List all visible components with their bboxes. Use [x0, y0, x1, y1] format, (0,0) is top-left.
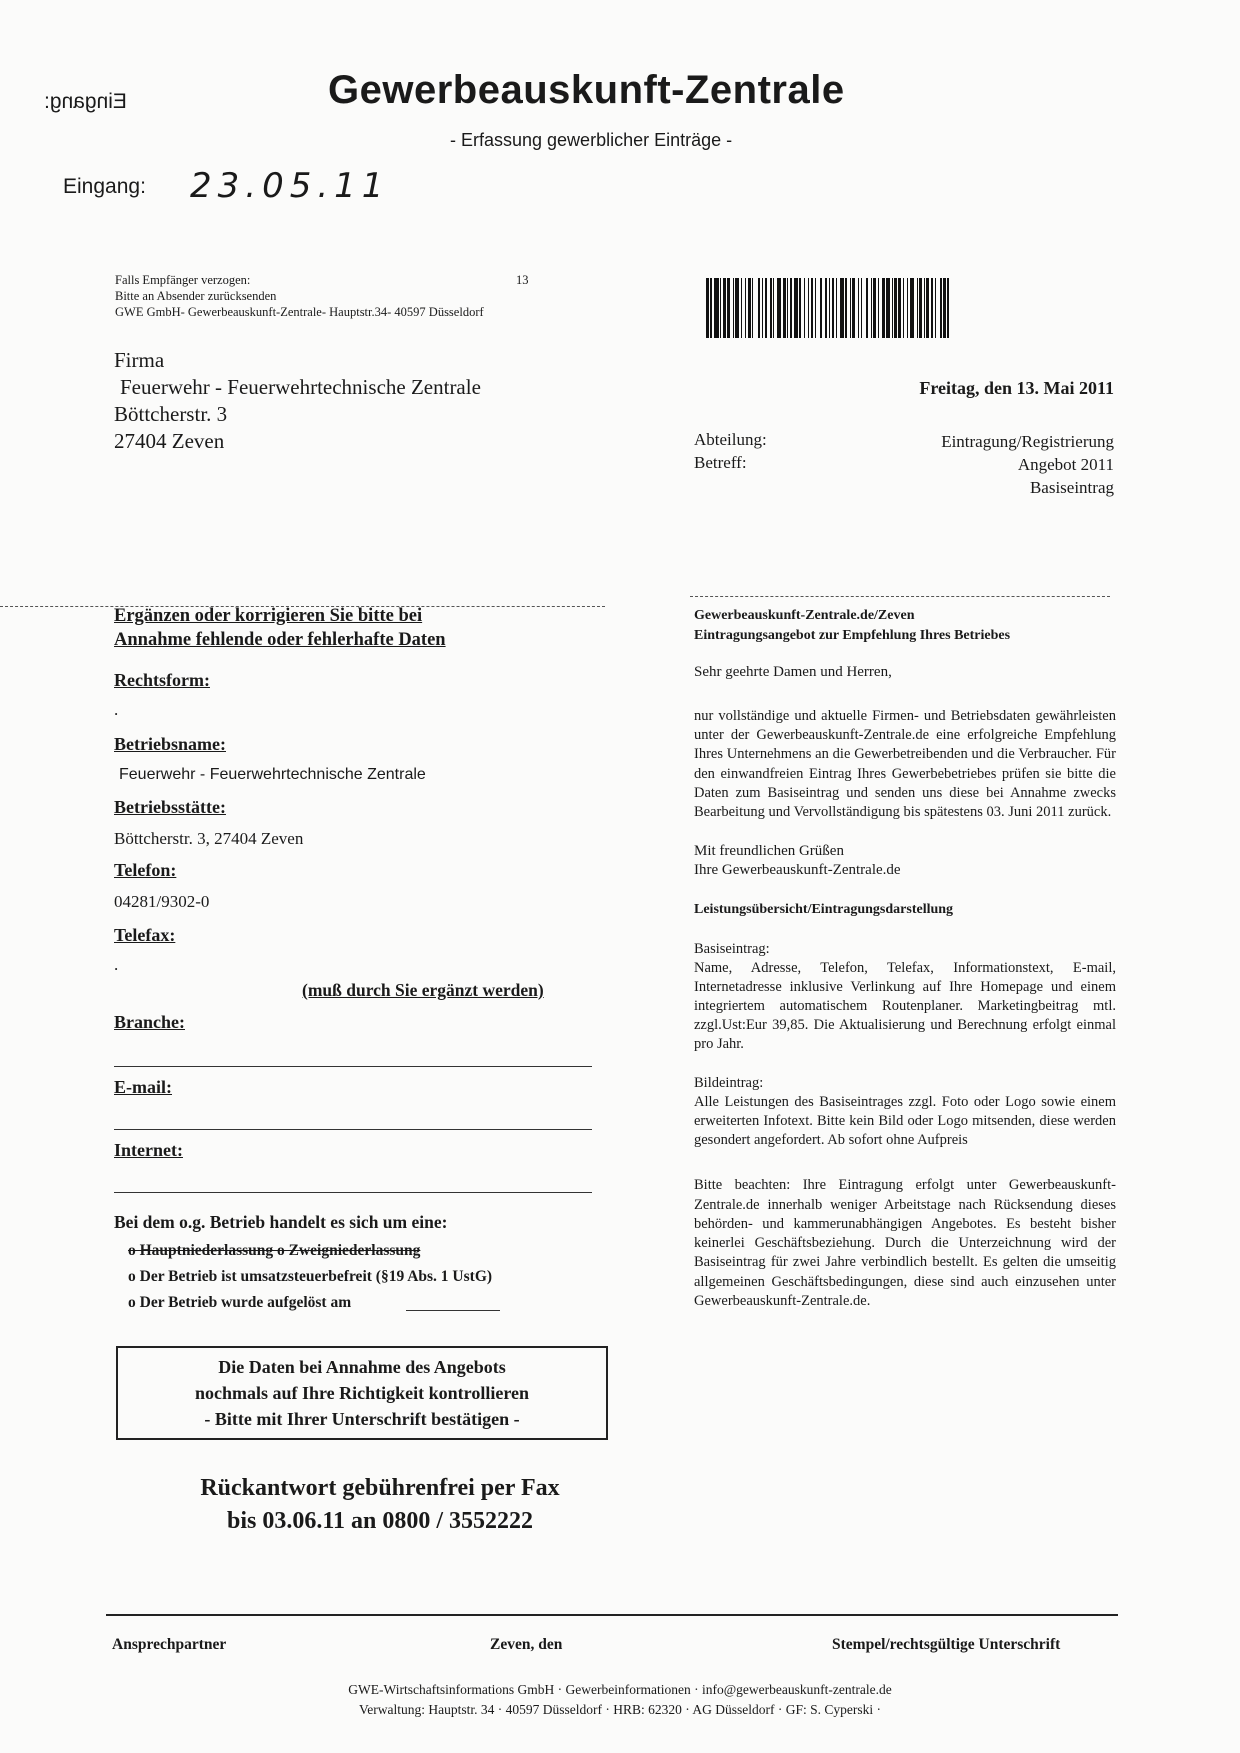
return-address-line: Bitte an Absender zurücksenden	[115, 289, 277, 303]
bild-label: Bildeintrag:	[694, 1075, 764, 1092]
barcode	[706, 278, 1090, 338]
basis-label: Basiseintrag:	[694, 941, 770, 958]
confirmation-box-line: - Bitte mit Ihrer Unterschrift bestätigen -	[204, 1409, 520, 1429]
betriebsstaette-label: Betriebsstätte:	[114, 797, 226, 817]
fax-reply-line: bis 03.06.11 an 0800 / 3552222	[226, 1508, 534, 1534]
must-complete-note: (muß durch Sie ergänzt werden)	[302, 980, 544, 1000]
section-divider	[690, 596, 1110, 597]
option-umsatzsteuerbefreit[interactable]: o Der Betrieb ist umsatzsteuerbefreit (§19 Abs. 1 UstG)	[128, 1268, 493, 1285]
form-heading-line: Ergänzen oder korrigieren Sie bitte bei	[114, 606, 423, 626]
rechtsform-label: Rechtsform:	[114, 670, 210, 690]
contact-label: Ansprechpartner	[112, 1636, 227, 1653]
stamp-label: Stempel/rechtsgültige Unterschrift	[832, 1636, 1061, 1653]
return-address-line: Falls Empfänger verzogen:	[115, 273, 251, 287]
offer-paragraph: nur vollständige und aktuelle Firmen- und Betriebsdaten gewährleisten unter der Gewerbeauskunft-Zentrale.de eine erfolgreiche Empfehlung Ihres Unternehmens an die Gewerbetreibenden und die Verbraucher. Für den einwandfreien Eintrag Ihres Gewerbebetriebes prüfen sie bitte die Daten zum Basiseintrag und senden uns diese bei Annahme zwecks Bearbeitung und Vervollständigung bis spätestens 03. Juni 2011 zurück.	[694, 708, 1116, 821]
page-subtitle: - Erfassung gewerblicher Einträge -	[450, 130, 733, 150]
confirmation-box-line: nochmals auf Ihre Richtigkeit kontrollieren	[194, 1383, 529, 1403]
betreff-label: Betreff:	[694, 453, 747, 472]
email-label: E-mail:	[114, 1077, 172, 1097]
offer-heading: Gewerbeauskunft-Zentrale.de/Zeven	[694, 608, 915, 623]
abteilung-label: Abteilung:	[694, 430, 767, 449]
aufgeloest-date-line[interactable]	[406, 1310, 500, 1311]
offer-note: Bitte beachten: Ihre Eintragung erfolgt unter Gewerbeauskunft-Zentrale.de innerhalb weniger Arbeitstage nach Rücksendung dieses behörden- und kammerunabhängigen Angebotes. Es besteht bisher keinerlei Geschäftsbeziehung. Durch die Unterzeichnung wird der Basiseintrag für zwei Jahre verbindlich bestellt. Es gelten die umseitig allgemeinen Geschäftsbedingungen, diese sind auch einzusehen unter Gewerbeauskunft-Zentrale.de.	[694, 1177, 1116, 1309]
betriebsname-label: Betriebsname:	[114, 734, 226, 754]
letter-date: Freitag, den 13. Mai 2011	[919, 378, 1114, 398]
place-label: Zeven, den	[490, 1636, 563, 1653]
confirmation-box-line: Die Daten bei Annahme des Angebots	[218, 1357, 506, 1377]
option-aufgeloest[interactable]: o Der Betrieb wurde aufgelöst am	[128, 1294, 352, 1311]
footer	[0, 1680, 1240, 1720]
abteilung-value	[941, 430, 1114, 499]
offer-signature: Ihre Gewerbeauskunft-Zentrale.de	[694, 862, 901, 879]
return-address-line: GWE GmbH- Gewerbeauskunft-Zentrale- Hauptstr.34- 40597 Düsseldorf	[115, 305, 484, 319]
telefon-label: Telefon:	[114, 860, 177, 880]
page-title: Gewerbeauskunft-Zentrale	[328, 68, 845, 112]
offer-column	[694, 606, 1116, 1311]
internet-label: Internet:	[114, 1140, 183, 1160]
stamp-mirrored: Eingang:	[44, 90, 127, 113]
page-number: 13	[516, 273, 529, 287]
internet-input-line[interactable]	[114, 1192, 592, 1193]
footer-line: Verwaltung: Hauptstr. 34 · 40597 Düsseldorf · HRB: 62320 · AG Düsseldorf · GF: S. Cyperski ·	[359, 1702, 881, 1717]
betriebsstaette-field[interactable]: Böttcherstr. 3, 27404 Zeven	[114, 829, 304, 848]
telefax-field[interactable]: .	[114, 955, 119, 974]
rechtsform-field[interactable]: .	[114, 700, 119, 719]
email-input-line[interactable]	[114, 1129, 592, 1130]
branche-input-line[interactable]	[114, 1066, 592, 1067]
fax-reply-note	[130, 1472, 630, 1538]
telefon-field[interactable]: 04281/9302-0	[114, 892, 210, 911]
form-heading-line: Annahme fehlende oder fehlerhafte Daten	[114, 630, 446, 650]
barcode-bar	[949, 278, 952, 338]
branche-label: Branche:	[114, 1012, 185, 1032]
abteilung-value-text: Eintragung/Registrierung	[941, 432, 1114, 451]
eingang-label: Eingang:	[63, 175, 146, 198]
footer-line: GWE-Wirtschaftsinformations GmbH · Gewerbeinformationen · info@gewerbeauskunft-zentrale.de	[348, 1682, 892, 1697]
signature-line[interactable]	[106, 1614, 1118, 1616]
option-niederlassung[interactable]: o Hauptniederlassung o Zweigniederlassung	[128, 1242, 421, 1259]
betriebsname-field[interactable]: Feuerwehr - Feuerwehrtechnische Zentrale	[119, 766, 426, 783]
recipient-address	[114, 347, 481, 455]
betreff-value-text: Basiseintrag	[1029, 478, 1114, 497]
recipient-line: Böttcherstr. 3	[114, 402, 228, 426]
betreff-value-text: Angebot 2011	[1017, 455, 1114, 474]
offer-salutation: Sehr geehrte Damen und Herren,	[694, 664, 892, 680]
eingang-date: 23.05.11	[190, 166, 390, 206]
telefax-label: Telefax:	[114, 925, 176, 945]
recipient-line: 27404 Zeven	[114, 429, 225, 453]
betrieb-heading: Bei dem o.g. Betrieb handelt es sich um eine:	[114, 1212, 448, 1232]
recipient-line: Feuerwehr - Feuerwehrtechnische Zentrale	[120, 375, 481, 399]
services-heading: Leistungsübersicht/Eintragungsdarstellung	[694, 902, 954, 918]
recipient-line: Firma	[114, 348, 165, 372]
basis-text: Name, Adresse, Telefon, Telefax, Informationstext, E-mail, Internetadresse inklusive Verlinkung auf Ihre Homepage und einem integriertem automatischem Routenplaner. Marketingbeitrag mtl. zzgl.Ust:Eur 39,85. Die Aktualisierung und Berechnung erfolgt einmal pro Jahr.	[694, 960, 1116, 1053]
confirmation-box	[116, 1346, 608, 1440]
form-heading	[114, 604, 446, 652]
offer-subheading: Eintragungsangebot zur Empfehlung Ihres Betriebes	[694, 628, 1011, 643]
offer-greeting: Mit freundlichen Grüßen	[694, 843, 844, 860]
bild-text: Alle Leistungen des Basiseintrages zzgl. Foto oder Logo sowie einem erweiterten Infotext. Bitte kein Bild oder Logo mitsenden, diese werden gesondert angefordert. Ab sofort ohne Aufpreis	[694, 1094, 1116, 1149]
fax-reply-line: Rückantwort gebührenfrei per Fax	[200, 1475, 560, 1501]
